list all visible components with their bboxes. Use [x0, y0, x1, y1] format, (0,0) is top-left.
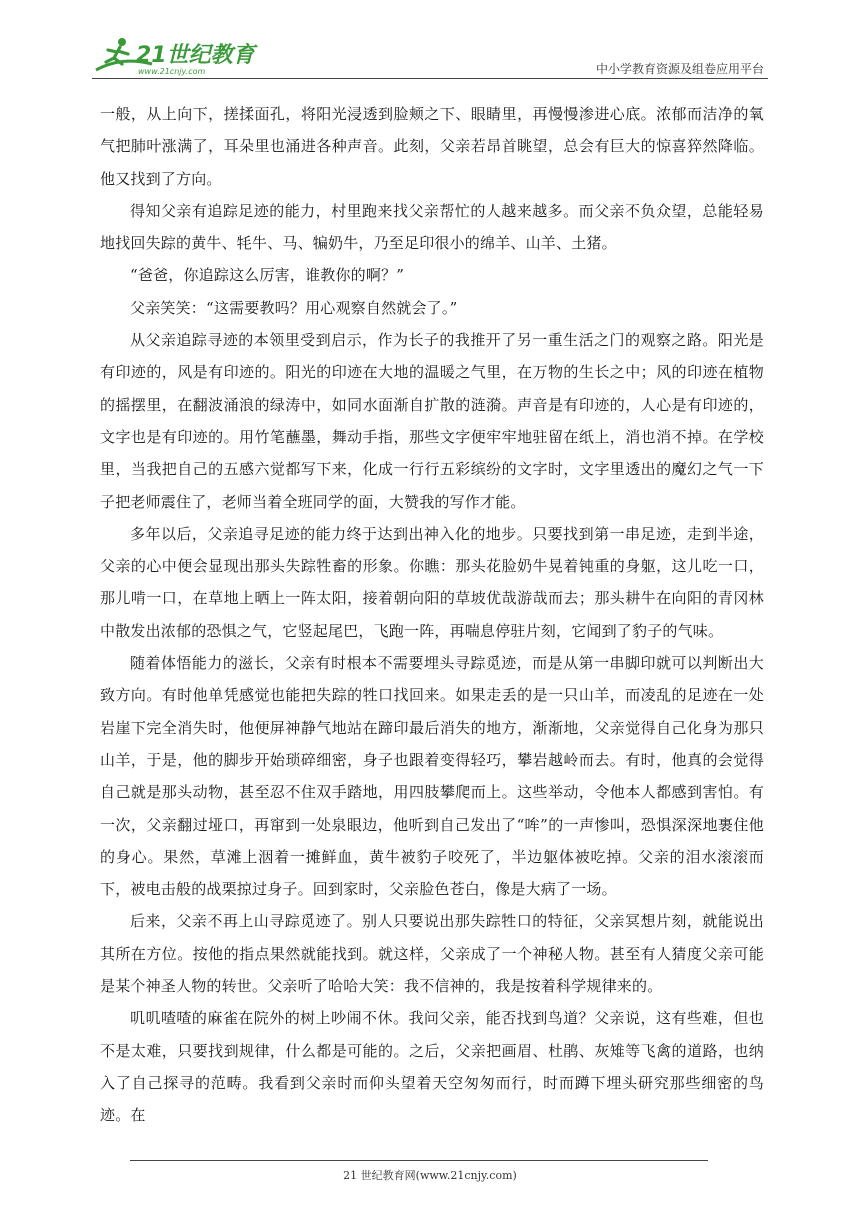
paragraph: 父亲笑笑：“这需要教吗？用心观察自然就会了。”: [130, 298, 458, 317]
logo-title: 21世纪教育: [136, 43, 255, 68]
header-divider: [92, 78, 768, 79]
paragraph: 多年以后，父亲追寻足迹的能力终于达到出神入化的地步。只要找到第一串足迹，走到半途，父亲的心中便会显现出那头失踪牲畜的形象。你瞧：那头花脸奶牛晃着钝重的身躯，这儿吃一口，那儿啃一口，在草地上晒上一阵太阳，接着朝向阳的草坡优哉游哉而去；那头耕牛在向阳的青冈林中散发出浓郁的恐惧之气，它竖起尾巴，飞跑一阵，再喘息停驻片刻，它闻到了豹子的气味。: [100, 524, 764, 640]
paragraph: 后来，父亲不再上山寻踪觅迹了。别人只要说出那失踪牲口的特征，父亲冥想片刻，就能说出其所在方位。按他的指点果然就能找到。就这样，父亲成了一个神秘人物。甚至有人猜度父亲可能是某个神圣人物的转世。父亲听了哈哈大笑：我不信神的，我是按着科学规律来的。: [100, 912, 764, 996]
paragraph: 一般，从上向下，搓揉面孔，将阳光浸透到脸颊之下、眼睛里，再慢慢渗进心底。浓郁而洁净的氧气把肺叶涨满了，耳朵里也涌进各种声音。此刻，父亲若昂首眺望，总会有巨大的惊喜猝然降临。他又找到了方向。: [100, 105, 764, 188]
page-header: [92, 34, 768, 80]
site-logo[interactable]: [92, 34, 264, 78]
platform-name: 中小学教育资源及组卷应用平台: [595, 62, 764, 76]
footer-divider: [130, 1160, 708, 1161]
paragraph: 随着体悟能力的滋长，父亲有时根本不需要埋头寻踪觅迹，而是从第一串脚印就可以判断出大致方向。有时他单凭感觉也能把失踪的牲口找回来。如果走丢的是一只山羊，而凌乱的足迹在一处岩崖下完全消失时，他便屏神静气地站在蹄印最后消失的地方，渐渐地，父亲觉得自己化身为那只山羊，于是，他的脚步开始琐碎细密，身子也跟着变得轻巧，攀岩越岭而去。有时，他真的会觉得自己就是那头动物，甚至忍不住双手踏地，用四肢攀爬而上。这些举动，令他本人都感到害怕。有一次，父亲翻过垭口，再窜到一处泉眼边，他听到自己发出了“哞”的一声惨叫，恐惧深深地裹住他的身心。果然，草滩上洇着一摊鲜血，黄牛被豹子咬死了，半边躯体被吃掉。父亲的泪水滚滚而下，被电击般的战栗掠过身子。回到家时，父亲脸色苍白，像是大病了一场。: [100, 654, 764, 899]
logo-url: www.21cnjy.com: [138, 67, 206, 76]
paragraph: 从父亲追踪寻迹的本领里受到启示，作为长子的我推开了另一重生活之门的观察之路。阳光是有印迹的，风是有印迹的。阳光的印迹在大地的温暖之气里，在万物的生长之中；风的印迹在植物的摇摆里，在翻波涌浪的绿涛中，如同水面渐自扩散的涟漪。声音是有印迹的，人心是有印迹的，文字也是有印迹的。用竹笔蘸墨，舞动手指，那些文字便牢牢地驻留在纸上，消也消不掉。在学校里，当我把自己的五感六觉都写下来，化成一行行五彩缤纷的文字时，文字里透出的魔幻之气一下子把老师震住了，老师当着全班同学的面，大赞我的写作才能。: [100, 331, 764, 511]
runner-logo-icon: [92, 34, 264, 78]
paragraph: “爸爸，你追踪这么厉害，谁教你的啊？”: [130, 266, 405, 285]
paragraph: 叽叽喳喳的麻雀在院外的树上吵闹不休。我问父亲，能否找到鸟道？父亲说，这有些难，但也不是太难，只要找到规律，什么都是可能的。之后，父亲把画眉、杜鹃、灰雉等飞禽的道路，也纳入了自己探寻的范畴。我看到父亲时而仰头望着天空匆匆而行，时而蹲下埋头研究那些细密的鸟迹。在: [100, 1009, 764, 1125]
article-body: [100, 98, 764, 1132]
paragraph: 得知父亲有追踪足迹的能力，村里跑来找父亲帮忙的人越来越多。而父亲不负众望，总能轻易地找回失踪的黄牛、牦牛、马、犏奶牛，乃至足印很小的绵羊、山羊、土猪。: [100, 201, 764, 253]
page-footer[interactable]: 21 世纪教育网(www.21cnjy.com): [343, 1169, 517, 1182]
